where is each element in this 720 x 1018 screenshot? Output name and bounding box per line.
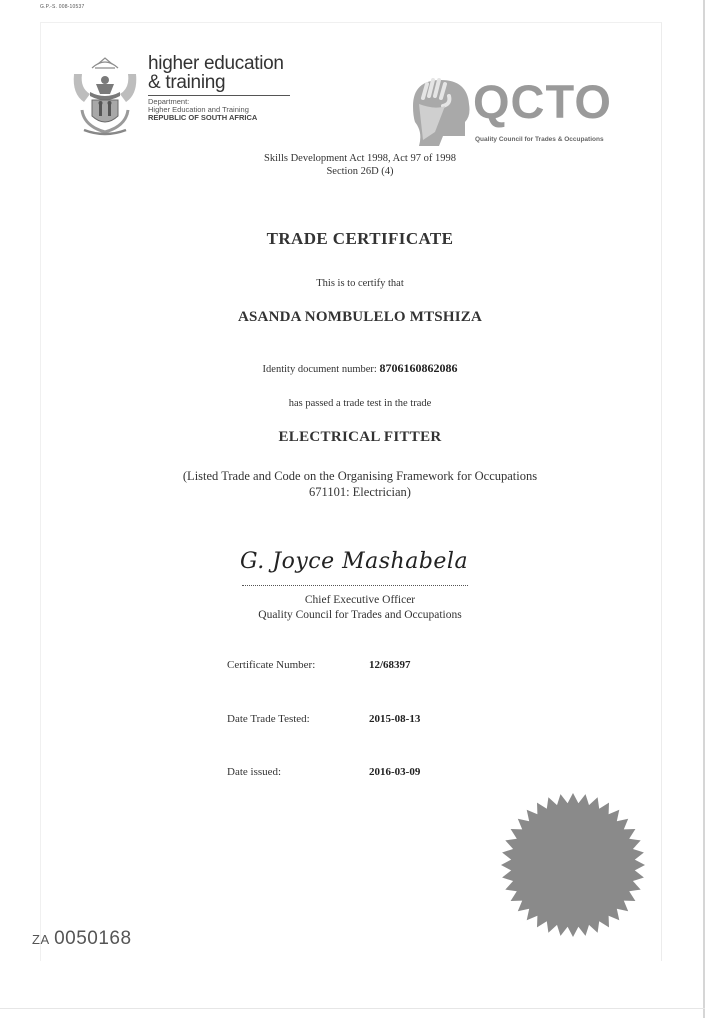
certify-text: This is to certify that — [316, 278, 404, 289]
trade-name: ELECTRICAL FITTER — [278, 429, 442, 445]
qcto-logo — [405, 76, 655, 156]
holder-name: ASANDA NOMBULELO MTSHIZA — [237, 309, 482, 325]
detail-value: 2016-03-09 — [369, 766, 421, 778]
reference-code: G.P.-S. 008-10537 — [40, 4, 85, 10]
coat-of-arms-icon — [70, 54, 140, 136]
page-edge-bottom — [0, 1008, 705, 1009]
department-name: Higher Education and Training — [148, 105, 249, 114]
act-line-1: Skills Development Act 1998, Act 97 of 1998 — [264, 153, 456, 164]
id-label: Identity document number: — [262, 364, 377, 375]
passed-text: has passed a trade test in the trade — [288, 398, 432, 409]
signatory-title: Chief Executive Officer — [304, 594, 416, 606]
serial-prefix: ZA — [32, 932, 50, 947]
qcto-wordmark: QCTO — [473, 75, 612, 128]
department-text — [148, 54, 298, 122]
head-with-hand-icon — [405, 76, 475, 148]
signature-line — [242, 585, 468, 586]
signatory-block — [0, 593, 720, 623]
listed-line-1: (Listed Trade and Code on the Organising Framework for Occupations — [182, 469, 538, 483]
starburst-seal-icon — [498, 790, 648, 940]
department-title-line1: higher education — [148, 53, 284, 74]
detail-label: Date Trade Tested: — [227, 713, 310, 725]
listed-trade-note — [0, 468, 720, 500]
detail-label: Date issued: — [227, 766, 282, 778]
country-name: REPUBLIC OF SOUTH AFRICA — [148, 113, 258, 122]
signatory-org: Quality Council for Trades and Occupations — [258, 609, 462, 621]
serial-value: 0050168 — [54, 928, 132, 949]
act-line-2: Section 26D (4) — [326, 166, 394, 177]
id-number: 8706160862086 — [379, 361, 458, 375]
detail-value: 2015-08-13 — [369, 713, 421, 725]
qcto-tagline: Quality Council for Trades & Occupations — [475, 136, 604, 143]
listed-line-2: 671101: Electrician) — [309, 485, 411, 499]
serial-number — [32, 928, 132, 950]
department-title-line2: & training — [148, 72, 226, 93]
act-reference — [0, 152, 720, 178]
department-divider — [148, 95, 290, 96]
detail-label: Certificate Number: — [227, 659, 316, 671]
signature: G. Joyce Mashabela — [240, 549, 469, 574]
id-line — [0, 361, 720, 376]
detail-value: 12/68397 — [369, 659, 411, 671]
department-label: Department: — [148, 97, 190, 106]
certificate-title: TRADE CERTIFICATE — [266, 229, 454, 248]
